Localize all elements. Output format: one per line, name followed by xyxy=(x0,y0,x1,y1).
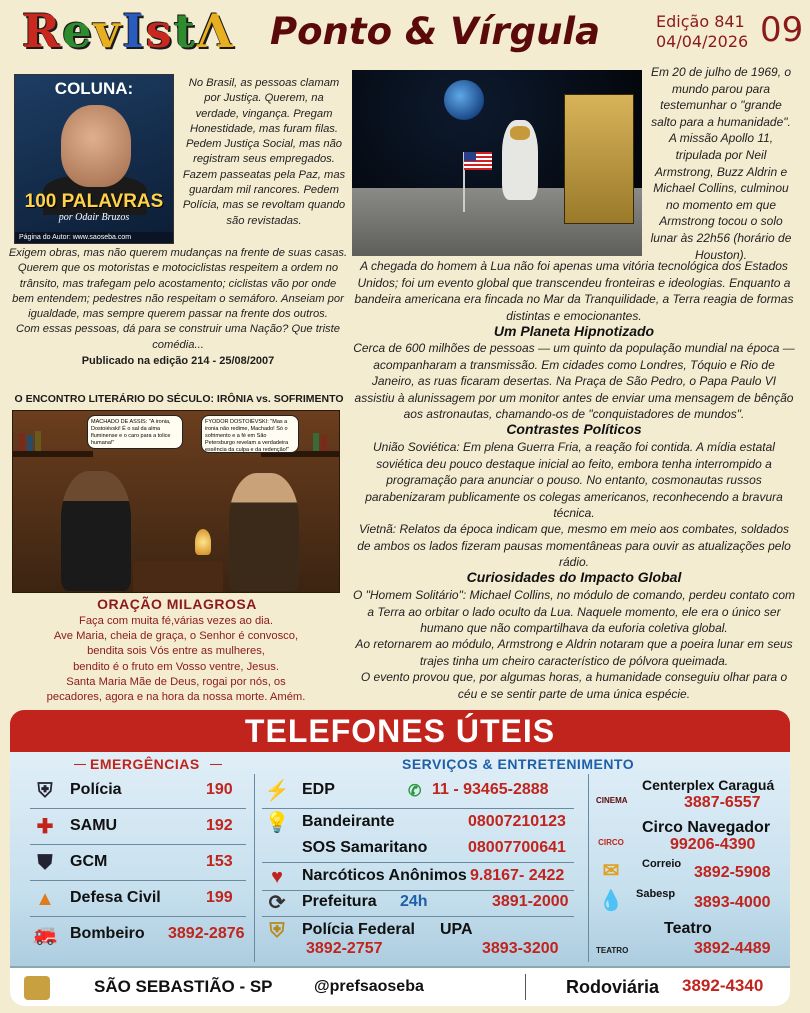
edition-info xyxy=(656,12,748,52)
phone-sos-samaritano[interactable] xyxy=(262,836,582,862)
column-body xyxy=(8,246,348,369)
column-book-title: 100 PALAVRAS xyxy=(24,191,164,212)
phone-name: Bombeiro xyxy=(70,925,145,942)
oracao-line: bendita sois Vós entre as mulheres, xyxy=(87,645,265,658)
phone-name: SOS Samaritano xyxy=(302,839,428,856)
phone-number: 153 xyxy=(206,853,233,870)
emergencias-label: EMERGÊNCIAS xyxy=(90,756,200,772)
phone-upa[interactable] xyxy=(436,918,582,962)
telefones-uteis-panel xyxy=(10,710,790,1006)
apollo-intro: A chegada do homem à Lua não foi apenas uma vitória tecnológica dos Estados Unidos; foi um evento global que transcendeu fronteiras e ideologias. Enquanto a bandeira americana era fincada no Mar da Tranquilidade, a Terra reagia de formas distintas e emocionantes. xyxy=(354,259,794,323)
phone-defesa-civil[interactable] xyxy=(30,886,246,912)
lunar-module xyxy=(564,94,634,224)
phone-edp[interactable] xyxy=(262,778,582,804)
publication-title: Ponto & Vírgula xyxy=(270,10,601,53)
phone-name: Centerplex Caraguá xyxy=(642,777,775,793)
phone-name: EDP xyxy=(302,781,335,798)
divider xyxy=(30,844,246,845)
circus-tent-icon: CIRCO xyxy=(598,838,624,847)
book xyxy=(35,431,41,451)
phone-name: Bandeirante xyxy=(302,813,395,830)
phone-centerplex[interactable] xyxy=(596,774,786,816)
divider xyxy=(262,916,574,917)
faucet-icon: 💧 xyxy=(598,890,624,912)
phone-name: GCM xyxy=(70,853,108,870)
phone-name: Sabesp xyxy=(636,888,676,900)
oracao-line: Faça com muita fé,várias vezes ao dia. xyxy=(78,615,273,627)
phone-samu[interactable] xyxy=(30,814,246,840)
paragraph-planeta: Cerca de 600 milhões de pessoas — um quinto da população mundial na época — acompanharam a transmissão. Em cidades como Londres, Tóquio e Rio de Janeiro, as ruas ficaram desertas. Na Praça de São Pedro, o Papa Paulo VI assistiu à alunissagem por um monitor antes de enviar uma mensagem de bênção aos astronautas, chamando-os de "conquistadores de mundos". xyxy=(353,341,795,422)
paragraph-evento: O evento provou que, por algumas horas, a humanidade conseguiu olhar para o céu e se sentir parte de uma única espécie. xyxy=(360,670,788,701)
power-tower-icon: ⚡ xyxy=(264,780,290,802)
police-badge-icon: ⛨ xyxy=(37,780,53,802)
phone-number: 199 xyxy=(206,889,233,906)
encontro-illustration xyxy=(12,410,340,593)
heading-curiosidades: Curiosidades do Impacto Global xyxy=(466,569,682,585)
refresh-icon: ⟳ xyxy=(268,892,286,914)
mail-icon: ✉ xyxy=(602,860,620,882)
phone-number: 190 xyxy=(206,781,233,798)
oracao-line: pecadores, agora e na hora da nossa morte. Amém. xyxy=(46,691,306,704)
divider xyxy=(74,764,86,765)
column-closing: Com essas pessoas, dá para se construir uma Nação? Que triste comédia... xyxy=(16,323,340,351)
cinema-icon: CINEMA xyxy=(596,796,628,805)
prefeitura-24h: 24h xyxy=(400,893,428,910)
divider xyxy=(30,808,246,809)
divider xyxy=(262,808,574,809)
paragraph-vietna: Vietnã: Relatos da época indicam que, mesmo em meio aos combates, soldados de ambos os lados fizeram pausas momentâneas para ouvir as atualizações pelo rádio. xyxy=(357,522,791,570)
lightbulb-icon: 💡 xyxy=(264,812,290,834)
column-published: Publicado na edição 214 - 25/08/2007 xyxy=(81,355,275,368)
phone-name: Defesa Civil xyxy=(70,889,161,906)
phone-number: 3892-2876 xyxy=(168,925,245,942)
phone-narcoticos-anonimos[interactable] xyxy=(262,864,582,890)
phone-name: Narcóticos Anônimos xyxy=(302,867,467,884)
phone-number: 3892-2757 xyxy=(306,940,383,957)
divider xyxy=(30,880,246,881)
oracao-line: Ave Maria, cheia de graça, o Senhor é convosco, xyxy=(53,630,299,643)
heading-contrastes: Contrastes Políticos xyxy=(506,421,642,437)
oracao-line: Santa Maria Mãe de Deus, rogai por nós, os xyxy=(66,675,286,688)
column-badge: COLUNA: xyxy=(54,79,134,98)
phone-prefeitura[interactable] xyxy=(262,890,582,916)
oracao-text xyxy=(6,614,346,705)
apollo-side-text: Em 20 de julho de 1969, o mundo parou para testemunhar o "grande salto para a humanidade". A missão Apollo 11, tripulada por Neil Armstrong, Buzz Aldrin e Michael Collins, culminou no momento em que Armstrong tocou o solo lunar às 22h56 (horário de Houston). xyxy=(650,65,792,262)
phone-number: 3892-5908 xyxy=(694,864,771,881)
paragraph-collins: O "Homem Solitário": Michael Collins, no módulo de comando, perdeu contato com a Terra ao orbitar o lado oculto da Lua. Naquele momento, ele era o único ser humano que não compartilhava da euforia coletiva global. xyxy=(352,588,796,636)
phone-policia-federal[interactable] xyxy=(262,918,432,962)
phone-name: UPA xyxy=(440,921,473,938)
oracao-line: bendito é o fruto em Vosso ventre, Jesus. xyxy=(73,660,279,673)
machado-figure xyxy=(61,471,131,591)
column-side-text: No Brasil, as pessoas clamam por Justiça. Querem, na verdade, vingança. Pregam Honestidade, mas furam filas. Pedem Justiça Social, mas não registram seus empregados. Fazem passeatas pela Paz, mas guardam mil rancores. Pedem Polícia, mas se revoltam quando são revistadas. xyxy=(182,77,346,227)
phone-name: Prefeitura xyxy=(302,893,377,910)
column-cover-image xyxy=(14,74,174,244)
dostoievski-figure xyxy=(229,473,299,591)
telefones-footer xyxy=(10,966,790,1006)
phone-number: 11 - 93465-2888 xyxy=(432,781,549,798)
phone-number: 3893-4000 xyxy=(694,894,771,911)
column-body-text: Exigem obras, mas não querem mudanças na frente de suas casas. Querem que os motoristas e motociclistas respeitem a ordem no trânsito, mas trafegam pelo acostamento; ciclistas vão por onde bem entendem; pedestres não respeitam o semáforo. Anseiam por igualdade, mas sempre querem passar na frente dos outros. xyxy=(8,247,348,321)
phone-number: 3893-3200 xyxy=(482,940,559,957)
moon-landing-photo xyxy=(352,70,642,256)
author-photo xyxy=(61,105,131,187)
paragraph-poeira: Ao retornarem ao módulo, Armstrong e Aldrin notaram que a poeira lunar em seus trajes tinha um cheiro característico de pólvora queimada. xyxy=(355,637,793,668)
phone-bombeiro[interactable] xyxy=(30,922,250,948)
footer-rodoviaria: Rodoviária xyxy=(566,977,660,997)
phone-number: 192 xyxy=(206,817,233,834)
city-crest-icon xyxy=(24,976,50,1000)
phone-circo-navegador[interactable] xyxy=(596,816,786,858)
hands-heart-icon: ♥ xyxy=(271,866,283,888)
phone-policia[interactable] xyxy=(30,778,246,804)
column-divider xyxy=(254,774,255,962)
phone-gcm[interactable] xyxy=(30,850,246,876)
phone-number: 9.8167- 2422 xyxy=(470,867,565,884)
phone-number: 08007700641 xyxy=(468,839,566,856)
gcm-shield-icon: ⛊ xyxy=(37,852,53,874)
phone-name: SAMU xyxy=(70,817,118,834)
phone-number: 3892-4489 xyxy=(694,940,771,957)
page-header xyxy=(0,0,810,64)
column-book-author: por Odair Bruzos xyxy=(58,212,130,223)
phone-sabesp[interactable] xyxy=(596,888,786,918)
paragraph-urss: União Soviética: Em plena Guerra Fria, a reação foi contida. A mídia estatal soviética deu pouco destaque inicial ao feito, embora tenha interrompido a programação para anunciar o pouso. No entanto, cosmonautas russos parabenizaram publicamente os colegas americanos, reconhecendo a bravura técnica. xyxy=(365,440,783,521)
phone-name: Polícia Federal xyxy=(302,921,415,938)
edition-date: 04/04/2026 xyxy=(656,32,749,51)
footer-divider xyxy=(525,974,526,1000)
book xyxy=(313,433,319,451)
phone-correio[interactable] xyxy=(596,858,786,888)
book xyxy=(321,435,327,451)
phone-number: 3891-2000 xyxy=(492,893,569,910)
telefones-title: TELEFONES ÚTEIS xyxy=(10,710,790,752)
column-site: Página do Autor: www.saoseba.com xyxy=(15,232,173,243)
civil-defense-icon: ▲ xyxy=(35,888,55,910)
shelf xyxy=(13,451,93,457)
revista-logo: RevIstΛ xyxy=(22,4,235,58)
lamp-icon xyxy=(195,529,211,555)
bubble-machado: MACHADO DE ASSIS: "A ironia, Dostoiévski! É o sal da alma fluminense e o caro para a tolice humana!" xyxy=(87,415,183,449)
earth-icon xyxy=(444,80,484,120)
theater-icon: TEATRO xyxy=(596,946,629,955)
divider xyxy=(30,916,246,917)
fire-truck-icon: 🚒 xyxy=(32,924,58,946)
oracao-title: ORAÇÃO MILAGROSA xyxy=(97,596,257,612)
phone-name: Circo Navegador xyxy=(642,819,771,836)
phone-number: 3887-6557 xyxy=(684,794,761,811)
footer-city: SÃO SEBASTIÃO - SP xyxy=(94,977,273,996)
edition-number: Edição 841 xyxy=(656,12,745,31)
ambulance-icon: ✚ xyxy=(36,816,54,838)
footer-handle[interactable]: @prefsaoseba xyxy=(314,978,424,995)
page-number: 09 xyxy=(760,10,804,50)
astronaut-visor xyxy=(510,126,530,140)
phone-teatro[interactable] xyxy=(596,920,786,962)
phone-name: Correio xyxy=(642,858,682,870)
servicos-label: SERVIÇOS & ENTRETENIMENTO xyxy=(402,756,635,772)
phone-name: Teatro xyxy=(664,920,712,937)
encontro-title: O ENCONTRO LITERÁRIO DO SÉCULO: IRÔNIA vs. SOFRIMENTO xyxy=(14,393,344,405)
whatsapp-icon: ✆ xyxy=(408,783,422,800)
book xyxy=(19,433,25,451)
book xyxy=(27,435,33,451)
divider xyxy=(262,862,574,863)
footer-rodoviaria-number: 3892-4340 xyxy=(682,976,764,995)
divider xyxy=(210,764,222,765)
phone-number: 99206-4390 xyxy=(670,836,756,853)
federal-police-badge-icon: ⛨ xyxy=(269,920,285,942)
us-flag-icon xyxy=(464,152,492,170)
desk xyxy=(133,561,223,593)
phone-name: Polícia xyxy=(70,781,122,798)
bubble-dostoievski: FYODOR DOSTOIÉVSKI: "Mas a ironia não redime, Machado! Só o sofrimento e a fé em São Petersburgo revelam a verdadeira essência da culpa e da redenção!" xyxy=(201,415,299,453)
column-divider xyxy=(588,774,589,962)
phone-number: 08007210123 xyxy=(468,813,566,830)
phone-bandeirante[interactable] xyxy=(262,810,582,836)
heading-planeta: Um Planeta Hipnotizado xyxy=(493,323,655,339)
